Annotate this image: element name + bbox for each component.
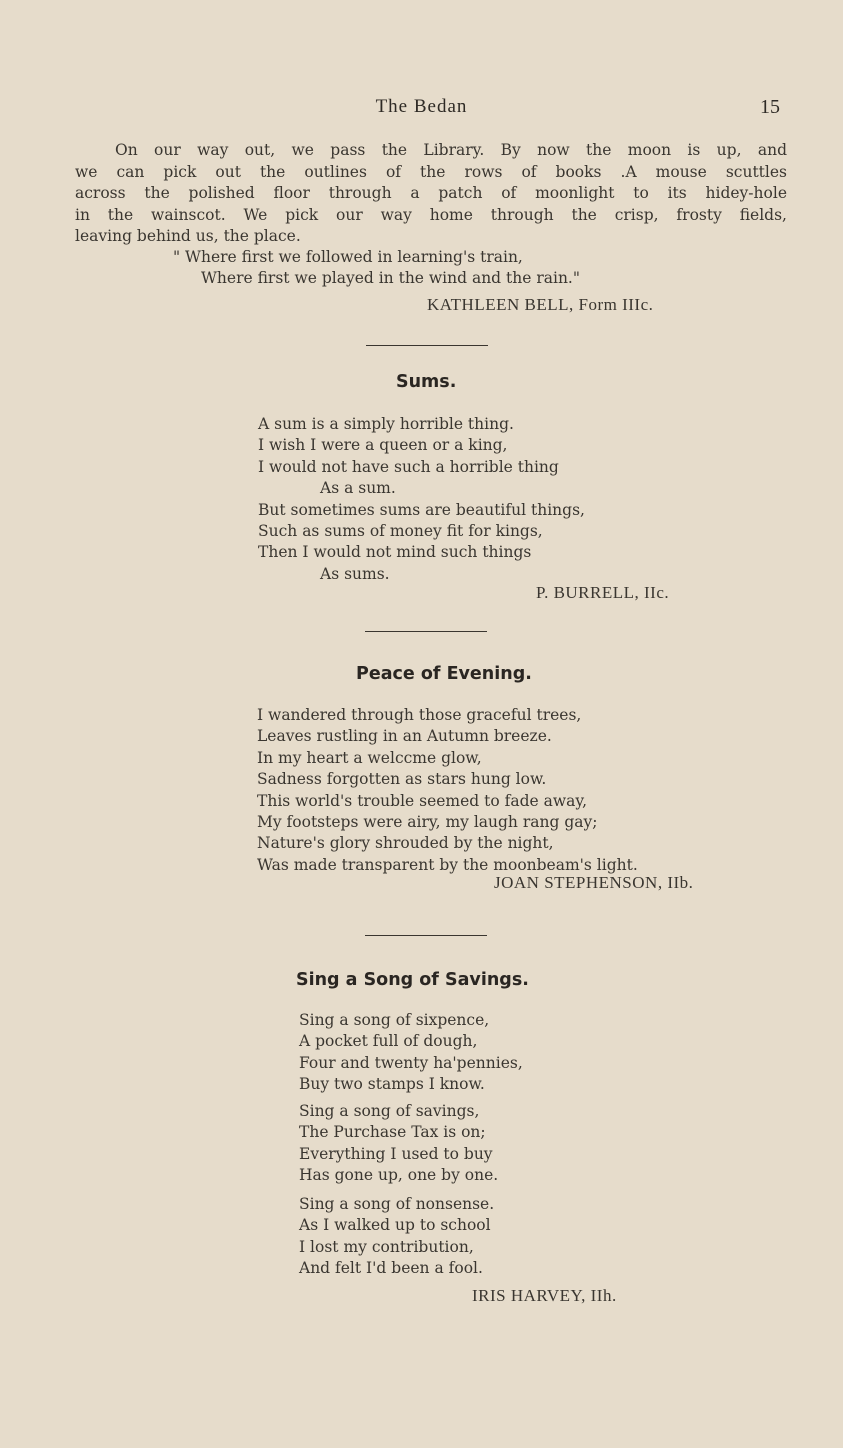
prose-line: we can pick out the outlines of the rows of books .A mouse scuttles <box>75 162 787 181</box>
poem-line: I lost my contribution, <box>299 1237 474 1256</box>
heading-sums: Sums. <box>396 372 457 392</box>
poem-line: I would not have such a horrible thing <box>258 457 559 476</box>
poem-line: A pocket full of dough, <box>299 1032 478 1051</box>
section-divider <box>365 631 487 632</box>
signature-iris-harvey: IRIS HARVEY, IIh. <box>472 1286 617 1305</box>
poem-sums <box>258 414 585 585</box>
poem-line: In my heart a welccme glow, <box>257 748 482 767</box>
poem-line: I wandered through those graceful trees, <box>257 706 582 724</box>
poem-line: I wish I were a queen or a king, <box>258 436 508 455</box>
poem-line: Sing a song of nonsense. <box>299 1195 495 1213</box>
prose-line: leaving behind us, the place. <box>75 227 301 245</box>
poem-line: As a sum. <box>320 479 396 498</box>
signature-kathleen-bell: KATHLEEN BELL, Form IIIc. <box>427 295 654 314</box>
poem-line: Buy two stamps I know. <box>299 1075 485 1094</box>
heading-sing-a-song-of-savings: Sing a Song of Savings. <box>296 970 529 990</box>
poem-line: Sadness forgotten as stars hung low. <box>257 770 547 789</box>
poem-line: Was made transparent by the moonbeam's light. <box>257 855 638 874</box>
quote-line: " Where first we followed in learning's train, <box>173 248 523 266</box>
quote-line: Where first we played in the wind and the rain." <box>201 269 580 287</box>
header-title-text: The Bedan <box>375 96 468 117</box>
poem-line: As I walked up to school <box>299 1216 491 1235</box>
prose-paragraph <box>75 140 787 248</box>
prose-line: across the polished floor through a patch of moonlight to its hidey-hole <box>75 184 787 202</box>
poem-line: Nature's glory shrouded by the night, <box>257 834 554 853</box>
poem-line: Sing a song of savings, <box>299 1102 480 1120</box>
poem-savings-stanza-1 <box>299 1010 523 1096</box>
section-divider <box>365 935 487 936</box>
poem-line: My footsteps were airy, my laugh rang gay; <box>257 813 598 832</box>
poem-line: The Purchase Tax is on; <box>299 1123 486 1142</box>
poem-line: Leaves rustling in an Autumn breeze. <box>257 727 552 746</box>
page-number: 15 <box>760 96 780 118</box>
quote-block <box>173 247 580 289</box>
prose-line: in the wainscot. We pick our way home through the crisp, frosty fields, <box>75 205 787 224</box>
poem-line: Sing a song of sixpence, <box>299 1011 490 1029</box>
running-header-title <box>0 96 843 118</box>
signature-p-burrell: P. BURRELL, IIc. <box>536 583 670 602</box>
poem-line: This world's trouble seemed to fade away, <box>257 791 588 810</box>
section-divider <box>366 345 488 346</box>
poem-line: And felt I'd been a fool. <box>299 1259 483 1278</box>
poem-line: Then I would not mind such things <box>258 543 532 562</box>
poem-savings-stanza-3 <box>299 1194 494 1280</box>
poem-line: Four and twenty ha'pennies, <box>299 1053 523 1072</box>
poem-line: A sum is a simply horrible thing. <box>258 415 514 433</box>
poem-peace-of-evening <box>257 705 638 876</box>
poem-line: Everything I used to buy <box>299 1144 493 1163</box>
poem-line: Such as sums of money fit for kings, <box>258 522 543 541</box>
poem-line: As sums. <box>320 564 390 583</box>
poem-line: Has gone up, one by one. <box>299 1166 499 1185</box>
poem-savings-stanza-2 <box>299 1101 498 1187</box>
heading-peace-of-evening: Peace of Evening. <box>356 664 532 684</box>
signature-joan-stephenson: JOAN STEPHENSON, IIb. <box>494 873 694 892</box>
prose-line: On our way out, we pass the Library. By now the moon is up, and <box>115 141 787 159</box>
poem-line: But sometimes sums are beautiful things, <box>258 500 585 519</box>
